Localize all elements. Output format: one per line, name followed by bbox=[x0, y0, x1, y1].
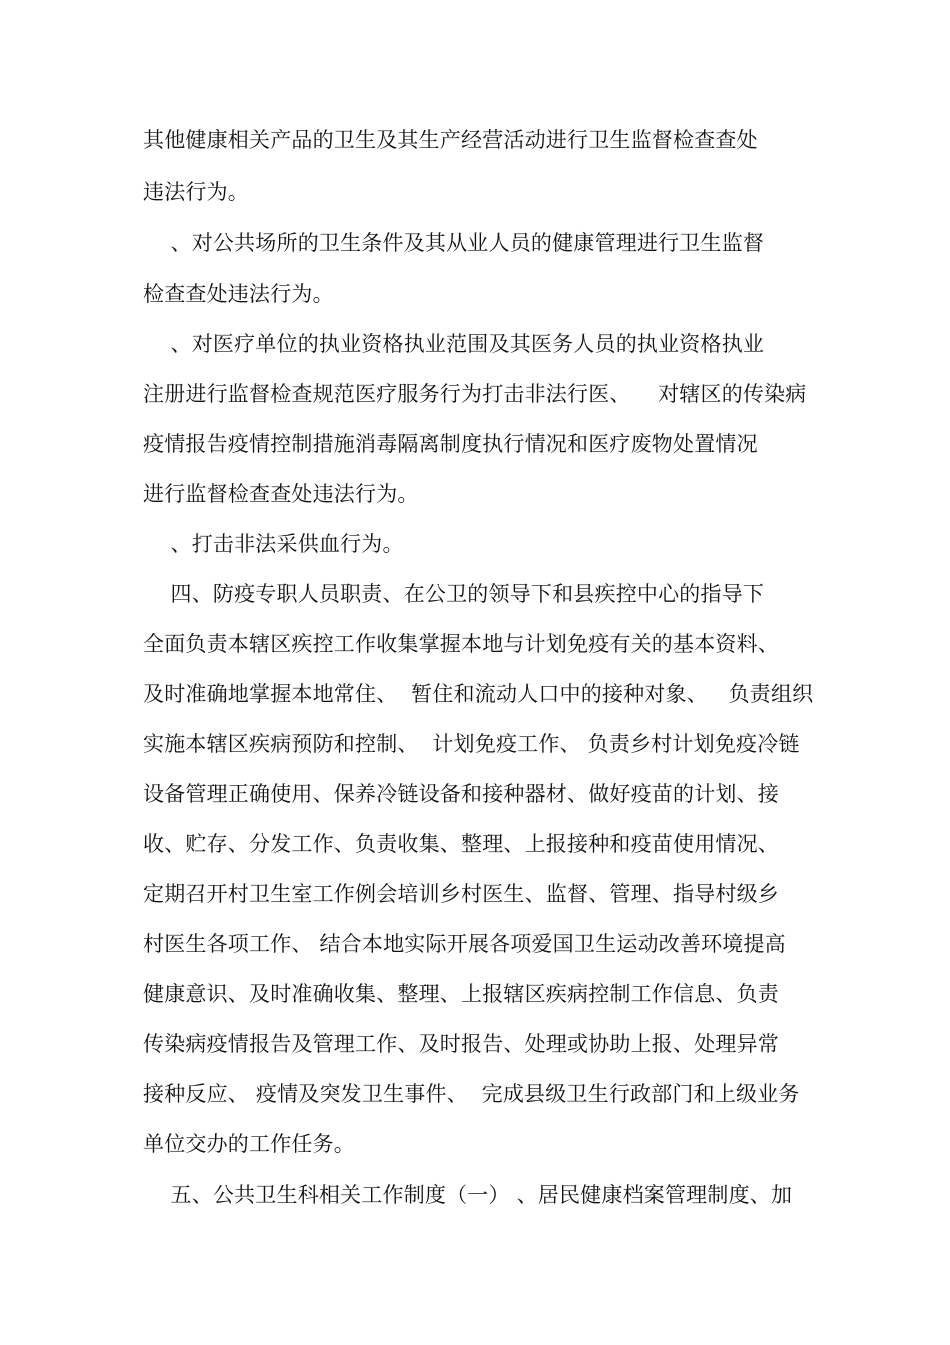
text-line: 传染病疫情报告及管理工作、及时报告、处理或协助上报、处理异常 bbox=[143, 1032, 779, 1056]
text-line: 、对医疗单位的执业资格执业范围及其医务人员的执业资格执业 bbox=[143, 332, 765, 356]
text-line: 检查查处违法行为。 bbox=[143, 282, 334, 306]
text-line: 其他健康相关产品的卫生及其生产经营活动进行卫生监督检查查处 bbox=[143, 128, 758, 152]
text-line: 健康意识、及时准确收集、整理、上报辖区疾病控制工作信息、负责 bbox=[143, 982, 779, 1006]
text-line: 全面负责本辖区疾控工作收集掌握本地与计划免疫有关的基本资料、 bbox=[143, 632, 779, 656]
text-line: 注册进行监督检查规范医疗服务行为打击非法行医、 对辖区的传染病 bbox=[143, 382, 807, 406]
text-line: 违法行为。 bbox=[143, 180, 249, 204]
text-line: 四、防疫专职人员职责、在公卫的领导下和县疾控中心的指导下 bbox=[143, 582, 765, 606]
text-line: 五、公共卫生科相关工作制度（一） 、居民健康档案管理制度、加 bbox=[143, 1183, 793, 1207]
text-line: 、对公共场所的卫生条件及其从业人员的健康管理进行卫生监督 bbox=[143, 231, 765, 255]
text-line: 、打击非法采供血行为。 bbox=[143, 532, 404, 556]
text-line: 疫情报告疫情控制措施消毒隔离制度执行情况和医疗废物处置情况 bbox=[143, 432, 758, 456]
text-line: 接种反应、 疫情及突发卫生事件、 完成县级卫生行政部门和上级业务 bbox=[143, 1082, 800, 1106]
text-line: 定期召开村卫生室工作例会培训乡村医生、监督、管理、指导村级乡 bbox=[143, 882, 779, 906]
text-line: 收、贮存、分发工作、负责收集、整理、上报接种和疫苗使用情况、 bbox=[143, 832, 779, 856]
text-line: 实施本辖区疾病预防和控制、 计划免疫工作、 负责乡村计划免疫冷链 bbox=[143, 732, 800, 756]
text-line: 村医生各项工作、 结合本地实际开展各项爱国卫生运动改善环境提高 bbox=[143, 932, 786, 956]
text-line: 及时准确地掌握本地常住、 暂住和流动人口中的接种对象、 负责组织 bbox=[143, 682, 814, 706]
text-line: 设备管理正确使用、保养冷链设备和接种器材、做好疫苗的计划、接 bbox=[143, 782, 779, 806]
text-line: 单位交办的工作任务。 bbox=[143, 1132, 355, 1156]
text-line: 进行监督检查查处违法行为。 bbox=[143, 482, 419, 506]
